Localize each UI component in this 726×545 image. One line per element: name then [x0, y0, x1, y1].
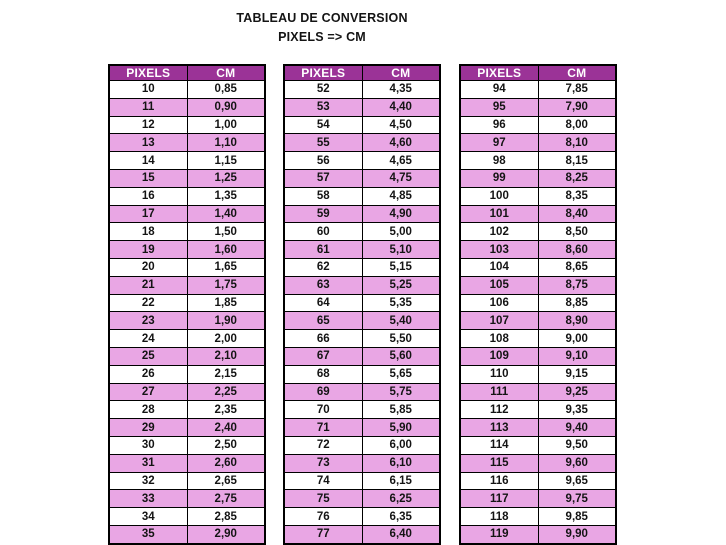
cm-cell: 1,25 [187, 169, 265, 187]
cm-cell: 9,40 [538, 419, 616, 437]
column-header: CM [362, 65, 440, 81]
pixels-cell: 57 [284, 169, 362, 187]
pixels-cell: 77 [284, 525, 362, 544]
pixels-cell: 112 [460, 401, 538, 419]
cm-cell: 9,10 [538, 347, 616, 365]
table-row [109, 134, 265, 152]
cm-cell: 9,25 [538, 383, 616, 401]
cm-cell: 4,85 [362, 187, 440, 205]
pixels-cell: 105 [460, 276, 538, 294]
table-row [460, 508, 616, 526]
pixels-cell: 22 [109, 294, 187, 312]
pixels-cell: 25 [109, 347, 187, 365]
table-row [460, 436, 616, 454]
cm-cell: 7,85 [538, 81, 616, 99]
table-row [284, 81, 440, 99]
cm-cell: 8,90 [538, 312, 616, 330]
pixels-cell: 35 [109, 525, 187, 544]
pixels-cell: 102 [460, 223, 538, 241]
cm-cell: 4,50 [362, 116, 440, 134]
cm-cell: 5,40 [362, 312, 440, 330]
pixels-cell: 103 [460, 241, 538, 259]
table-row [284, 134, 440, 152]
pixels-cell: 10 [109, 81, 187, 99]
pixels-cell: 59 [284, 205, 362, 223]
table-row [109, 419, 265, 437]
cm-cell: 4,75 [362, 169, 440, 187]
cm-cell: 9,15 [538, 365, 616, 383]
pixels-cell: 62 [284, 258, 362, 276]
pixels-cell: 71 [284, 419, 362, 437]
pixels-cell: 52 [284, 81, 362, 99]
cm-cell: 5,35 [362, 294, 440, 312]
pixels-cell: 32 [109, 472, 187, 490]
cm-cell: 9,35 [538, 401, 616, 419]
conversion-table-10-35 [108, 64, 266, 545]
table-row [284, 294, 440, 312]
table-row [460, 98, 616, 116]
table-row [109, 490, 265, 508]
header-row [460, 65, 616, 81]
cm-cell: 5,60 [362, 347, 440, 365]
table-row [284, 116, 440, 134]
cm-cell: 9,75 [538, 490, 616, 508]
cm-cell: 5,75 [362, 383, 440, 401]
table-row [109, 294, 265, 312]
table-row [460, 312, 616, 330]
cm-cell: 4,90 [362, 205, 440, 223]
pixels-cell: 116 [460, 472, 538, 490]
cm-cell: 5,90 [362, 419, 440, 437]
table-row [284, 401, 440, 419]
table-row [460, 276, 616, 294]
pixels-cell: 17 [109, 205, 187, 223]
cm-cell: 6,35 [362, 508, 440, 526]
table-row [109, 223, 265, 241]
cm-cell: 1,60 [187, 241, 265, 259]
pixels-cell: 58 [284, 187, 362, 205]
table-row [460, 223, 616, 241]
table-row [284, 276, 440, 294]
pixels-cell: 119 [460, 525, 538, 544]
table-row [109, 312, 265, 330]
table-row [109, 169, 265, 187]
table-row [284, 490, 440, 508]
cm-cell: 2,90 [187, 525, 265, 544]
cm-cell: 1,65 [187, 258, 265, 276]
table-row [284, 98, 440, 116]
cm-cell: 9,90 [538, 525, 616, 544]
table-row [284, 347, 440, 365]
cm-cell: 5,10 [362, 241, 440, 259]
pixels-cell: 101 [460, 205, 538, 223]
pixels-cell: 31 [109, 454, 187, 472]
table-row [460, 81, 616, 99]
pixels-cell: 75 [284, 490, 362, 508]
cm-cell: 8,35 [538, 187, 616, 205]
pixels-cell: 20 [109, 258, 187, 276]
pixels-cell: 72 [284, 436, 362, 454]
cm-cell: 1,75 [187, 276, 265, 294]
pixels-cell: 26 [109, 365, 187, 383]
pixels-cell: 56 [284, 152, 362, 170]
cm-cell: 4,40 [362, 98, 440, 116]
table-row [460, 330, 616, 348]
pixels-cell: 96 [460, 116, 538, 134]
table-row [109, 383, 265, 401]
cm-cell: 2,15 [187, 365, 265, 383]
cm-cell: 8,10 [538, 134, 616, 152]
pixels-cell: 24 [109, 330, 187, 348]
cm-cell: 5,25 [362, 276, 440, 294]
table-row [284, 508, 440, 526]
table-row [284, 241, 440, 259]
cm-cell: 9,60 [538, 454, 616, 472]
cm-cell: 9,85 [538, 508, 616, 526]
pixels-cell: 54 [284, 116, 362, 134]
table-row [109, 508, 265, 526]
cm-cell: 2,75 [187, 490, 265, 508]
pixels-cell: 108 [460, 330, 538, 348]
pixels-cell: 21 [109, 276, 187, 294]
pixels-cell: 69 [284, 383, 362, 401]
pixels-cell: 110 [460, 365, 538, 383]
cm-cell: 6,10 [362, 454, 440, 472]
pixels-cell: 30 [109, 436, 187, 454]
cm-cell: 2,60 [187, 454, 265, 472]
pixels-cell: 107 [460, 312, 538, 330]
table-row [109, 205, 265, 223]
cm-cell: 5,15 [362, 258, 440, 276]
table-row [460, 258, 616, 276]
table-row [284, 365, 440, 383]
table-row [109, 525, 265, 544]
pixels-cell: 53 [284, 98, 362, 116]
pixels-cell: 19 [109, 241, 187, 259]
cm-cell: 1,40 [187, 205, 265, 223]
cm-cell: 4,60 [362, 134, 440, 152]
pixels-cell: 11 [109, 98, 187, 116]
cm-cell: 5,00 [362, 223, 440, 241]
table-row [109, 116, 265, 134]
pixels-cell: 109 [460, 347, 538, 365]
pixels-cell: 28 [109, 401, 187, 419]
pixels-cell: 104 [460, 258, 538, 276]
cm-cell: 2,25 [187, 383, 265, 401]
cm-cell: 4,35 [362, 81, 440, 99]
cm-cell: 1,15 [187, 152, 265, 170]
pixels-cell: 97 [460, 134, 538, 152]
pixels-cell: 95 [460, 98, 538, 116]
table-row [284, 312, 440, 330]
cm-cell: 0,85 [187, 81, 265, 99]
table-row [284, 205, 440, 223]
conversion-table-52-77 [283, 64, 441, 545]
conversion-table-94-119 [459, 64, 617, 545]
cm-cell: 2,65 [187, 472, 265, 490]
pixels-cell: 114 [460, 436, 538, 454]
table-row [109, 258, 265, 276]
table-row [109, 152, 265, 170]
pixels-cell: 15 [109, 169, 187, 187]
pixels-cell: 118 [460, 508, 538, 526]
pixels-cell: 33 [109, 490, 187, 508]
table-row [109, 472, 265, 490]
pixels-cell: 98 [460, 152, 538, 170]
pixels-cell: 23 [109, 312, 187, 330]
cm-cell: 6,40 [362, 525, 440, 544]
table-row [460, 490, 616, 508]
table-row [460, 134, 616, 152]
pixels-cell: 117 [460, 490, 538, 508]
table-row [460, 241, 616, 259]
cm-cell: 2,50 [187, 436, 265, 454]
cm-cell: 2,00 [187, 330, 265, 348]
cm-cell: 8,50 [538, 223, 616, 241]
cm-cell: 5,50 [362, 330, 440, 348]
pixels-cell: 34 [109, 508, 187, 526]
cm-cell: 1,90 [187, 312, 265, 330]
table-row [109, 187, 265, 205]
table-row [109, 98, 265, 116]
pixels-cell: 113 [460, 419, 538, 437]
cm-cell: 8,85 [538, 294, 616, 312]
pixels-cell: 111 [460, 383, 538, 401]
cm-cell: 8,25 [538, 169, 616, 187]
pixels-cell: 74 [284, 472, 362, 490]
pixels-cell: 55 [284, 134, 362, 152]
cm-cell: 5,65 [362, 365, 440, 383]
cm-cell: 9,50 [538, 436, 616, 454]
title-block [0, 10, 644, 45]
table-row [284, 472, 440, 490]
cm-cell: 1,50 [187, 223, 265, 241]
table-row [109, 436, 265, 454]
pixels-cell: 63 [284, 276, 362, 294]
pixels-cell: 68 [284, 365, 362, 383]
pixels-cell: 106 [460, 294, 538, 312]
table-row [460, 419, 616, 437]
pixels-cell: 60 [284, 223, 362, 241]
cm-cell: 1,00 [187, 116, 265, 134]
table-row [284, 258, 440, 276]
table-row [460, 169, 616, 187]
table-row [460, 365, 616, 383]
table-row [109, 330, 265, 348]
pixels-cell: 29 [109, 419, 187, 437]
cm-cell: 8,40 [538, 205, 616, 223]
pixels-cell: 61 [284, 241, 362, 259]
cm-cell: 8,65 [538, 258, 616, 276]
pixels-cell: 27 [109, 383, 187, 401]
table-row [284, 152, 440, 170]
table-row [284, 419, 440, 437]
cm-cell: 2,10 [187, 347, 265, 365]
cm-cell: 1,35 [187, 187, 265, 205]
table-row [109, 347, 265, 365]
page-subtitle: PIXELS => CM [278, 30, 366, 44]
table-row [284, 525, 440, 544]
table-row [460, 472, 616, 490]
table-row [284, 223, 440, 241]
pixels-cell: 99 [460, 169, 538, 187]
pixels-cell: 100 [460, 187, 538, 205]
table-row [109, 365, 265, 383]
cm-cell: 8,75 [538, 276, 616, 294]
table-row [109, 401, 265, 419]
cm-cell: 2,85 [187, 508, 265, 526]
table-row [460, 187, 616, 205]
table-row [460, 525, 616, 544]
table-row [109, 241, 265, 259]
pixels-cell: 16 [109, 187, 187, 205]
page-title: TABLEAU DE CONVERSION [236, 11, 408, 25]
table-row [460, 401, 616, 419]
cm-cell: 6,15 [362, 472, 440, 490]
column-header: PIXELS [109, 65, 187, 81]
cm-cell: 0,90 [187, 98, 265, 116]
table-row [460, 205, 616, 223]
table-row [109, 276, 265, 294]
table-row [460, 454, 616, 472]
header-row [109, 65, 265, 81]
cm-cell: 9,65 [538, 472, 616, 490]
pixels-cell: 12 [109, 116, 187, 134]
column-header: CM [187, 65, 265, 81]
pixels-cell: 14 [109, 152, 187, 170]
pixels-cell: 67 [284, 347, 362, 365]
cm-cell: 6,25 [362, 490, 440, 508]
cm-cell: 4,65 [362, 152, 440, 170]
pixels-cell: 73 [284, 454, 362, 472]
table-row [460, 152, 616, 170]
cm-cell: 2,40 [187, 419, 265, 437]
pixels-cell: 64 [284, 294, 362, 312]
column-header: PIXELS [460, 65, 538, 81]
pixels-cell: 94 [460, 81, 538, 99]
cm-cell: 8,00 [538, 116, 616, 134]
table-row [284, 187, 440, 205]
pixels-cell: 115 [460, 454, 538, 472]
table-row [284, 436, 440, 454]
table-row [109, 81, 265, 99]
pixels-cell: 66 [284, 330, 362, 348]
table-row [460, 347, 616, 365]
cm-cell: 2,35 [187, 401, 265, 419]
table-row [284, 383, 440, 401]
table-row [284, 454, 440, 472]
table-row [460, 383, 616, 401]
cm-cell: 7,90 [538, 98, 616, 116]
pixels-cell: 13 [109, 134, 187, 152]
table-row [109, 454, 265, 472]
pixels-cell: 70 [284, 401, 362, 419]
pixels-cell: 65 [284, 312, 362, 330]
table-row [284, 169, 440, 187]
cm-cell: 8,15 [538, 152, 616, 170]
table-row [460, 116, 616, 134]
cm-cell: 9,00 [538, 330, 616, 348]
column-header: PIXELS [284, 65, 362, 81]
cm-cell: 8,60 [538, 241, 616, 259]
column-header: CM [538, 65, 616, 81]
cm-cell: 1,10 [187, 134, 265, 152]
pixels-cell: 18 [109, 223, 187, 241]
header-row [284, 65, 440, 81]
table-row [284, 330, 440, 348]
table-row [460, 294, 616, 312]
cm-cell: 1,85 [187, 294, 265, 312]
cm-cell: 5,85 [362, 401, 440, 419]
pixels-cell: 76 [284, 508, 362, 526]
cm-cell: 6,00 [362, 436, 440, 454]
